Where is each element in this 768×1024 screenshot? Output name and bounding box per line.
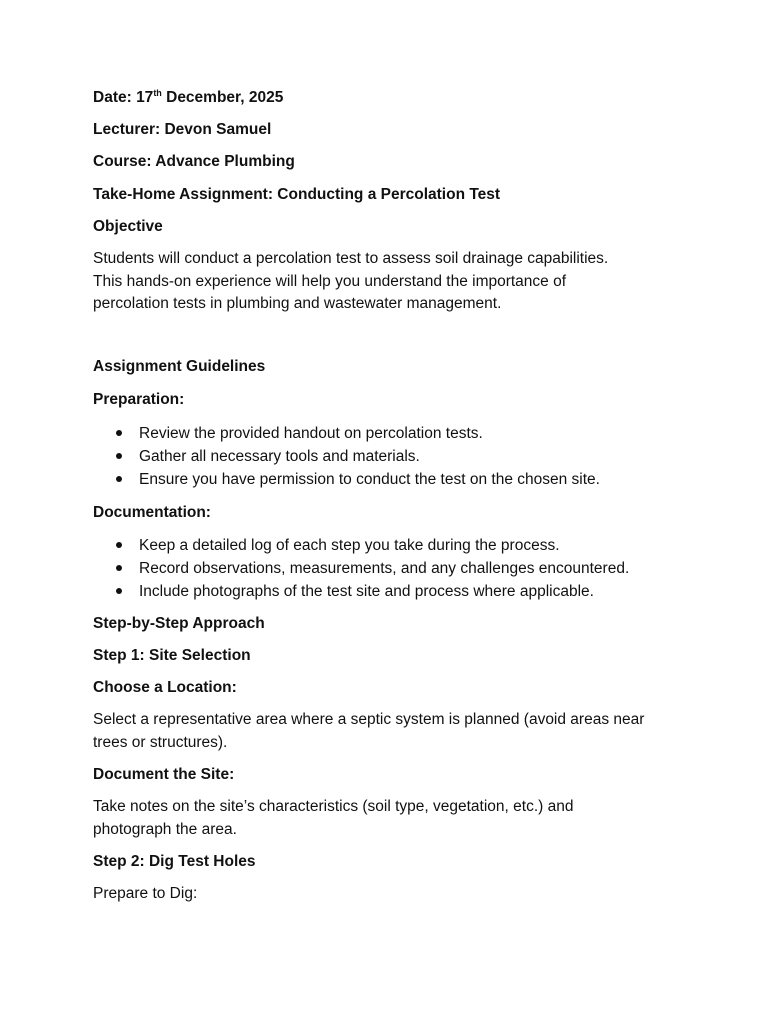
objective-heading: Objective xyxy=(93,218,163,235)
objective-paragraph xyxy=(93,248,608,316)
objective-line: percolation tests in plumbing and wastewater management. xyxy=(93,295,502,312)
list-item: Review the provided handout on percolation tests. xyxy=(93,422,600,445)
bullet-icon xyxy=(116,565,122,571)
date-superscript: th xyxy=(153,88,162,98)
date-line xyxy=(93,87,283,109)
documentation-heading: Documentation: xyxy=(93,504,211,521)
course-line: Course: Advance Plumbing xyxy=(93,153,295,170)
paragraph-line: Take notes on the site’s characteristics (soil type, vegetation, etc.) and xyxy=(93,798,574,815)
prepare-to-dig-text: Prepare to Dig: xyxy=(93,885,198,902)
document-site-heading: Document the Site: xyxy=(93,766,235,783)
paragraph-line: trees or structures). xyxy=(93,733,228,751)
list-item: Include photographs of the test site and process where applicable. xyxy=(93,580,629,603)
document-site-paragraph xyxy=(93,796,573,841)
list-item: Gather all necessary tools and materials. xyxy=(93,445,600,468)
bullet-icon xyxy=(116,476,122,482)
bullet-icon xyxy=(116,453,122,459)
list-item: Ensure you have permission to conduct the test on the chosen site. xyxy=(93,468,600,491)
assignment-title: Take-Home Assignment: Conducting a Percolation Test xyxy=(93,186,501,203)
choose-location-heading: Choose a Location: xyxy=(93,679,237,696)
choose-location-paragraph xyxy=(93,709,644,754)
list-item: Record observations, measurements, and any challenges encountered. xyxy=(93,557,629,580)
objective-line: This hands-on experience will help you understand the importance of xyxy=(93,272,567,290)
list-item: Keep a detailed log of each step you take during the process. xyxy=(93,534,629,557)
paragraph-line: Select a representative area where a septic system is planned (avoid areas near xyxy=(93,711,645,728)
bullet-icon xyxy=(116,542,122,548)
lecturer-line: Lecturer: Devon Samuel xyxy=(93,121,272,138)
paragraph-line: photograph the area. xyxy=(93,820,237,838)
preparation-list xyxy=(93,422,600,491)
documentation-list xyxy=(93,534,629,603)
bullet-icon xyxy=(116,430,122,436)
step1-heading: Step 1: Site Selection xyxy=(93,647,251,664)
date-prefix: Date: 17 xyxy=(93,89,154,106)
step2-heading: Step 2: Dig Test Holes xyxy=(93,853,256,870)
date-suffix: December, 2025 xyxy=(161,89,284,106)
objective-line: Students will conduct a percolation test to assess soil drainage capabilities. xyxy=(93,250,609,267)
approach-heading: Step-by-Step Approach xyxy=(93,615,265,632)
guidelines-heading: Assignment Guidelines xyxy=(93,358,266,375)
bullet-icon xyxy=(116,588,122,594)
preparation-heading: Preparation: xyxy=(93,391,185,408)
